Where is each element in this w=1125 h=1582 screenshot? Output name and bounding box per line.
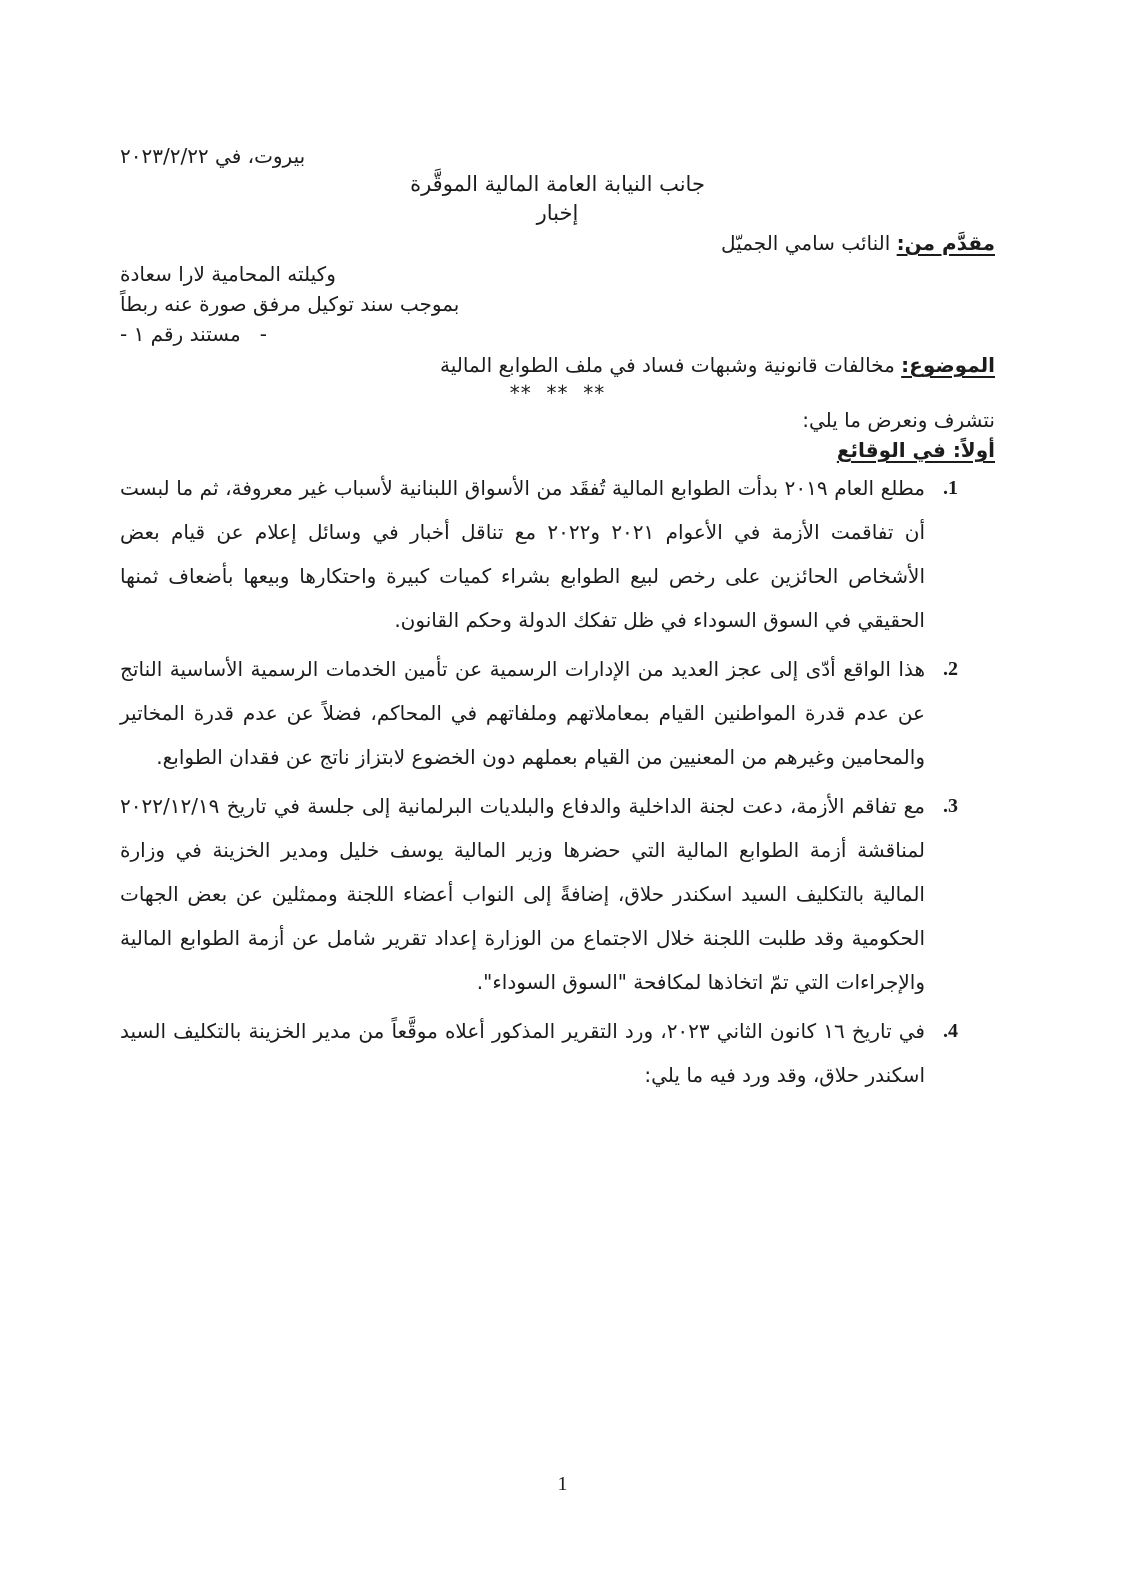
fact-text-1: مطلع العام ٢٠١٩ بدأت الطوابع المالية تُفقَد من الأسواق اللبنانية لأسباب غير معروفة، ثم ما لبست أن تفاقمت الأزمة في الأعوام ٢٠٢١ و٢٠٢٢ مع تناقل أخبار في وسائل إعلام عن قيام بعض الأشخاص الحائزين على رخص لبيع الطوابع بشراء كميات كبيرة واحتكارها وبيعها بأضعاف ثمنها الحقيقي في السوق السوداء في ظل تفكك الدولة وحكم القانون.	[120, 476, 926, 632]
fact-item-2	[120, 647, 995, 779]
fact-text-3: مع تفاقم الأزمة، دعت لجنة الداخلية والدفاع والبلديات البرلمانية إلى جلسة في تاريخ ٢٠٢٢/١٢/١٩ لمناقشة أزمة الطوابع المالية التي حضرها وزير المالية يوسف خليل ومدير الخزينة في وزارة المالية بالتكليف السيد اسكندر حلاق، إضافةً إلى النواب أعضاء اللجنة وممثلين عن بعض الجهات الحكومية وقد طلبت اللجنة خلال الاجتماع من الوزارة إعداد تقرير شامل عن أزمة الطوابع المالية والإجراءات التي تمّ اتخاذها لمكافحة "السوق السوداء".	[120, 794, 925, 994]
exhibit-reference-line: - مستند رقم ١ -	[120, 322, 267, 346]
page-number: 1	[557, 1473, 568, 1495]
agent-line-2: بموجب سند توكيل مرفق صورة عنه ربطاً	[120, 292, 460, 316]
date-line: بيروت، في ٢٠٢٣/٢/٢٢	[120, 144, 306, 168]
fact-number-4: 4.	[943, 1020, 958, 1042]
fact-number-2: 2.	[943, 658, 958, 680]
section-facts-heading	[120, 435, 995, 466]
intro-line: نتشرف ونعرض ما يلي:	[802, 408, 995, 432]
fact-item-3	[120, 784, 995, 1004]
fact-item-1	[120, 466, 995, 642]
fact-item-4	[120, 1009, 995, 1097]
submitted-by-value: النائب سامي الجميّل	[721, 231, 891, 255]
subject-value: مخالفات قانونية وشبهات فساد في ملف الطوابع المالية	[439, 353, 895, 377]
separator-stars: ** ** **	[509, 381, 606, 405]
submitted-by-line	[120, 228, 995, 259]
facts-list	[120, 466, 995, 1097]
section-facts-heading-text: أولاً: في الوقائع	[836, 438, 995, 462]
fact-text-2: هذا الواقع أدّى إلى عجز العديد من الإدارات الرسمية عن تأمين الخدمات الرسمية الأساسية الناتج عن عدم قدرة المواطنين القيام بمعاملاتهم وملفاتهم في المحاكم، فضلاً عن عدم قدرة المخاتير والمحامين وغيرهم من المعنيين من القيام بعملهم دون الخضوع لابتزاز ناتج عن فقدان الطوابع.	[120, 657, 925, 769]
fact-number-3: 3.	[943, 795, 958, 817]
submitted-by-label: مقدَّم من:	[896, 231, 995, 255]
agent-line-1: وكيلته المحامية لارا سعادة	[120, 262, 336, 286]
recipient-line: جانب النيابة العامة المالية الموقَّرة	[410, 172, 705, 196]
subject-line	[120, 349, 995, 381]
document-title: إخبار	[536, 201, 579, 225]
fact-text-4: في تاريخ ١٦ كانون الثاني ٢٠٢٣، ورد التقرير المذكور أعلاه موقَّعاً من مدير الخزينة بالتكليف السيد اسكندر حلاق، وقد ورد فيه ما يلي:	[120, 1019, 925, 1087]
fact-number-1: 1.	[943, 477, 958, 499]
subject-label: الموضوع:	[901, 353, 995, 377]
